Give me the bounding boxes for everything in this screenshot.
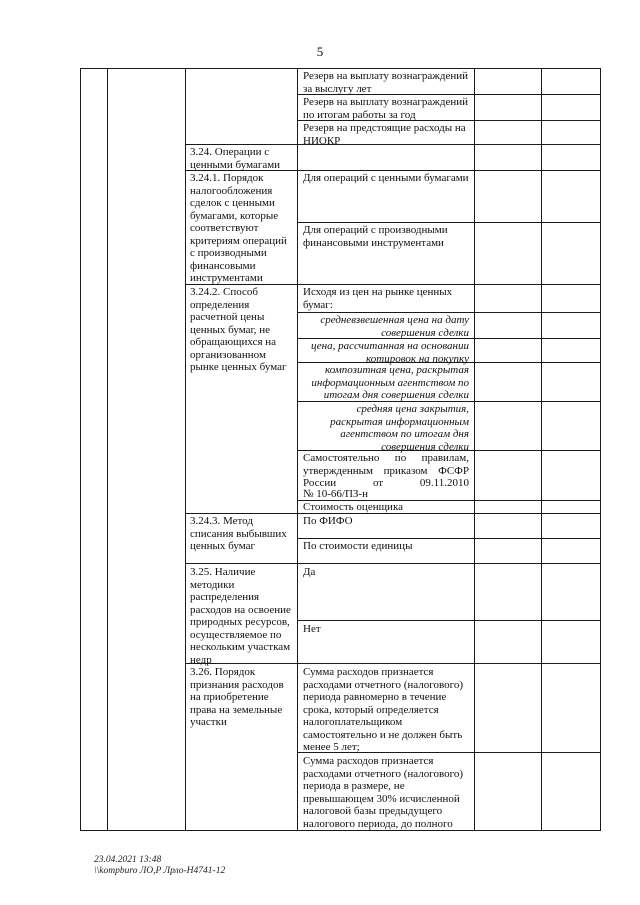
- label-3-24-2: 3.24.2. Способ определения расчетной цены ценных бумаг, не обращающихся на организованном рынке ценных бумаг: [190, 286, 287, 373]
- option-unit-cost: По стоимости единицы: [303, 540, 413, 552]
- print-path: \\kompburo ЛО,Р Лрло-Н4741-12: [94, 866, 226, 876]
- cell-reserve-seniority: Резерв на выплату вознаграждений за выслугу лет: [303, 70, 469, 95]
- label-3-24-1: 3.24.1. Порядок налогообложения сделок с ценными бумагами, которые соответствуют критериям операций с производными финансовыми инструментами: [190, 172, 287, 284]
- suboption-bid-quotes: цена, рассчитанная на основании котировок на покупку: [310, 340, 469, 365]
- page-number: 5: [316, 44, 324, 59]
- label-3-26: 3.26. Порядок признания расходов на приобретение права на земельные участки: [190, 666, 284, 728]
- option-fsfr-rules: Самостоятельно по правилам, утвержденным приказом ФСФР России от 09.11.2010: [303, 452, 469, 489]
- option-market-price: Исходя из цен на рынке ценных бумаг:: [303, 286, 453, 311]
- cell-reserve-annual: Резерв на выплату вознаграждений по итогам работы за год: [303, 96, 469, 121]
- label-3-24-3: 3.24.3. Метод списания выбывших ценных бумаг: [190, 515, 287, 552]
- suboption-weighted-average: средневзвешенная цена на дату совершения сделки: [320, 314, 469, 339]
- label-3-24: 3.24. Операции с ценными бумагами: [190, 146, 281, 171]
- option-uniform-recognition: Сумма расходов признается расходами отчетного (налогового) периода равномерно в течение срока, который определяется налогоплательщиком самостоятельно и не должен быть менее 5 лет;: [303, 666, 463, 753]
- option-derivatives: Для операций с производными финансовыми инструментами: [303, 224, 448, 249]
- suboption-composite-price: композитная цена, раскрытая информационным агентством по итогам дня совершения сделки: [311, 364, 469, 401]
- option-securities: Для операций с ценными бумагами: [303, 172, 469, 184]
- option-fifo: По ФИФО: [303, 515, 353, 527]
- label-3-25: 3.25. Наличие методики распределения расходов на освоение природных ресурсов, осуществляемое по нескольким участкам недр: [190, 566, 291, 666]
- option-30-percent: Сумма расходов признается расходами отчетного (налогового) периода в размере, не превышающем 30% исчисленной налоговой базы предыдущего налогового периода, до полного: [303, 755, 463, 830]
- suboption-closing-price: средняя цена закрытия, раскрытая информационным агентством по итогам дня совершения сделки: [330, 403, 469, 453]
- option-fsfr-order-number: № 10-66/ПЗ-н: [303, 488, 368, 500]
- option-yes: Да: [303, 566, 316, 578]
- option-no: Нет: [303, 623, 321, 635]
- cell-reserve-rnd: Резерв на предстоящие расходы на НИОКР: [303, 122, 466, 147]
- print-timestamp: 23.04.2021 13:48: [94, 855, 162, 865]
- option-appraiser-value: Стоимость оценщика: [303, 501, 404, 513]
